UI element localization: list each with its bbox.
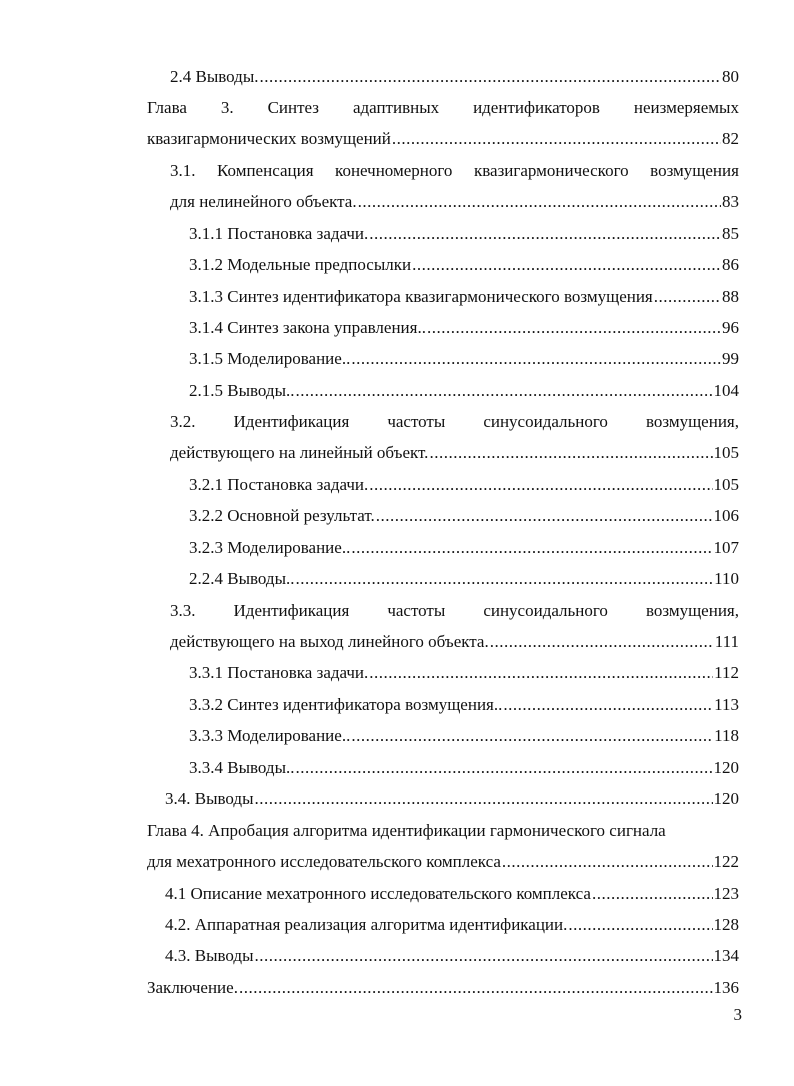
toc-entry-page: 111 — [714, 632, 739, 651]
dot-leader — [490, 631, 714, 653]
dot-leader — [568, 914, 712, 936]
dot-leader — [503, 694, 713, 716]
toc-chapter-3-line1 — [147, 97, 739, 119]
toc-entry-4-1 — [165, 883, 739, 905]
toc-entry-label: Глава 4. Апробация алгоритма идентификации гармонического сигнала — [147, 821, 666, 840]
dot-leader — [296, 568, 714, 590]
toc-entry-page: 82 — [722, 129, 739, 148]
word: 3. — [220, 98, 234, 117]
word: идентификаторов — [473, 98, 600, 117]
dot-leader — [351, 725, 713, 747]
dot-leader — [351, 537, 712, 559]
toc-entry-label: квазигармонических возмущений — [147, 129, 391, 148]
toc-entry-page: 106 — [713, 506, 739, 525]
toc-entry-page: 96 — [722, 318, 739, 337]
dot-leader — [351, 348, 721, 370]
toc-entry-label: 3.1.3 Синтез идентификатора квазигармонического возмущения — [189, 287, 653, 306]
dot-leader — [392, 128, 721, 150]
toc-entry-label: 2.2.4 Выводы.. — [189, 569, 295, 588]
toc-entry-label: 3.2.3 Моделирование.. — [189, 538, 351, 557]
word: возмущения, — [645, 412, 739, 431]
word: частоты — [387, 601, 446, 620]
toc-entry-4-3 — [165, 945, 739, 967]
word: синусоидального — [483, 412, 608, 431]
dot-leader — [239, 977, 713, 999]
toc-section-3-1-line1 — [170, 160, 739, 182]
toc-entry-page: 86 — [722, 255, 739, 274]
word: Глава — [147, 98, 187, 117]
toc-entry-3-3-4 — [189, 757, 739, 779]
dot-leader — [502, 851, 713, 873]
toc-entry-page: 118 — [714, 726, 739, 745]
dot-leader — [427, 317, 721, 339]
dot-leader — [654, 286, 721, 308]
toc-entry-3-2-2 — [189, 505, 739, 527]
toc-entry-page: 105 — [713, 443, 739, 462]
toc-chapter-4-line2 — [147, 851, 739, 873]
toc-entry-label: Заключение. — [147, 978, 238, 997]
toc-entry-label: 3.1.1 Постановка задачи. — [189, 224, 369, 243]
toc-entry-page: 83 — [722, 192, 739, 211]
word: возмущения — [650, 161, 739, 180]
dot-leader — [369, 223, 721, 245]
toc-entry-3-1-5 — [189, 348, 739, 370]
toc-entry-4-2 — [165, 914, 739, 936]
word: адаптивных — [352, 98, 440, 117]
toc-entry-page: 134 — [713, 946, 739, 965]
word: Компенсация — [217, 161, 314, 180]
dot-leader — [429, 442, 712, 464]
toc-entry-page: 110 — [714, 569, 739, 588]
dot-leader — [358, 191, 721, 213]
toc-entry-label: 2.4 Выводы. — [170, 67, 259, 86]
toc-entry-page: 123 — [713, 884, 739, 903]
toc-entry-label: 3.1.4 Синтез закона управления.. — [189, 318, 426, 337]
toc-entry-label: 3.1.5 Моделирование.. — [189, 349, 351, 368]
toc-entry-label: для нелинейного объекта. — [170, 192, 357, 211]
toc-entry-label: 4.1 Описание мехатронного исследовательского комплекса — [165, 884, 591, 903]
toc-chapter-3-line2 — [147, 128, 739, 150]
toc-section-3-2-line2 — [170, 442, 739, 464]
toc-entry-page: 85 — [722, 224, 739, 243]
toc-entry-3-3-2 — [189, 694, 739, 716]
toc-section-3-1-line2 — [170, 191, 739, 213]
toc-entry-3-1-1 — [189, 223, 739, 245]
word: Синтез — [267, 98, 319, 117]
toc-entry-page: 80 — [722, 67, 739, 86]
dot-leader — [369, 662, 713, 684]
toc-entry-label: 3.1.2 Модельные предпосылки — [189, 255, 412, 274]
toc-entry-page: 120 — [713, 758, 739, 777]
toc-entry-3-3-1 — [189, 662, 739, 684]
dot-leader — [260, 66, 721, 88]
toc-entry-label: 3.2.2 Основной результат. — [189, 506, 375, 525]
toc-entry-3-2-1 — [189, 474, 739, 496]
toc-entry-label: действующего на выход линейного объекта. — [170, 632, 489, 651]
toc-entry-label: 3.2.1 Постановка задачи. — [189, 475, 369, 494]
dot-leader — [369, 474, 712, 496]
toc-entry-label: 2.1.5 Выводы.. — [189, 381, 295, 400]
toc-entry-page: 107 — [713, 538, 739, 557]
toc-entry-3-2-3 — [189, 537, 739, 559]
toc-entry-label: 3.3.4 Выводы.. — [189, 758, 295, 777]
toc-entry-page: 113 — [714, 695, 739, 714]
toc-entry-page: 122 — [713, 852, 739, 871]
toc-entry-page: 99 — [722, 349, 739, 368]
toc-entry-2-2-4 — [189, 568, 739, 590]
word: 3.1. — [170, 161, 196, 180]
dot-leader — [296, 757, 713, 779]
word: возмущения, — [645, 601, 739, 620]
toc-entry-conclusion — [147, 977, 739, 999]
word: неизмеряемых — [633, 98, 739, 117]
dot-leader — [376, 505, 713, 527]
toc-chapter-4-line1 — [147, 820, 739, 842]
word: квазигармонического — [473, 161, 629, 180]
word: частоты — [387, 412, 446, 431]
page-number: 3 — [733, 1005, 742, 1024]
toc-entry-page: 112 — [714, 663, 739, 682]
toc-entry-label: 3.3.3 Моделирование.. — [189, 726, 351, 745]
toc-entry-3-1-4 — [189, 317, 739, 339]
toc-entry-3-1-3 — [189, 286, 739, 308]
toc-entry-label: 3.3.1 Постановка задачи. — [189, 663, 369, 682]
toc-entry-label: для мехатронного исследовательского комплекса — [147, 852, 501, 871]
toc-section-3-3-line2 — [170, 631, 739, 653]
toc-entry-page: 120 — [713, 789, 739, 808]
toc-entry-3-3-3 — [189, 725, 739, 747]
toc-entry-page: 105 — [713, 475, 739, 494]
toc-entry-3-4 — [165, 788, 739, 810]
toc-entry-label: действующего на линейный объект. — [170, 443, 429, 462]
word: синусоидального — [483, 601, 608, 620]
word: Идентификация — [233, 601, 350, 620]
word: 3.2. — [170, 412, 196, 431]
toc-entry-label: 4.3. Выводы — [165, 946, 254, 965]
toc-entry-2-1-5 — [189, 380, 739, 402]
word: 3.3. — [170, 601, 196, 620]
dot-leader — [592, 883, 713, 905]
word: Идентификация — [233, 412, 350, 431]
toc-entry-label: 3.3.2 Синтез идентификатора возмущения.. — [189, 695, 503, 714]
dot-leader — [412, 254, 721, 276]
toc-entry-label: 3.4. Выводы — [165, 789, 254, 808]
dot-leader — [255, 788, 713, 810]
toc-section-3-2-line1 — [170, 411, 739, 433]
toc-entry-3-1-2 — [189, 254, 739, 276]
dot-leader — [296, 380, 713, 402]
toc-section-3-3-line1 — [170, 600, 739, 622]
toc-entry-page: 136 — [713, 978, 739, 997]
word: конечномерного — [335, 161, 453, 180]
toc-entry-label: 4.2. Аппаратная реализация алгоритма идентификации. — [165, 915, 568, 934]
toc-entry-page: 104 — [713, 381, 739, 400]
toc-entry-page: 128 — [713, 915, 739, 934]
toc-entry-page: 88 — [722, 287, 739, 306]
toc-entry-2-4 — [170, 66, 739, 88]
dot-leader — [255, 945, 713, 967]
